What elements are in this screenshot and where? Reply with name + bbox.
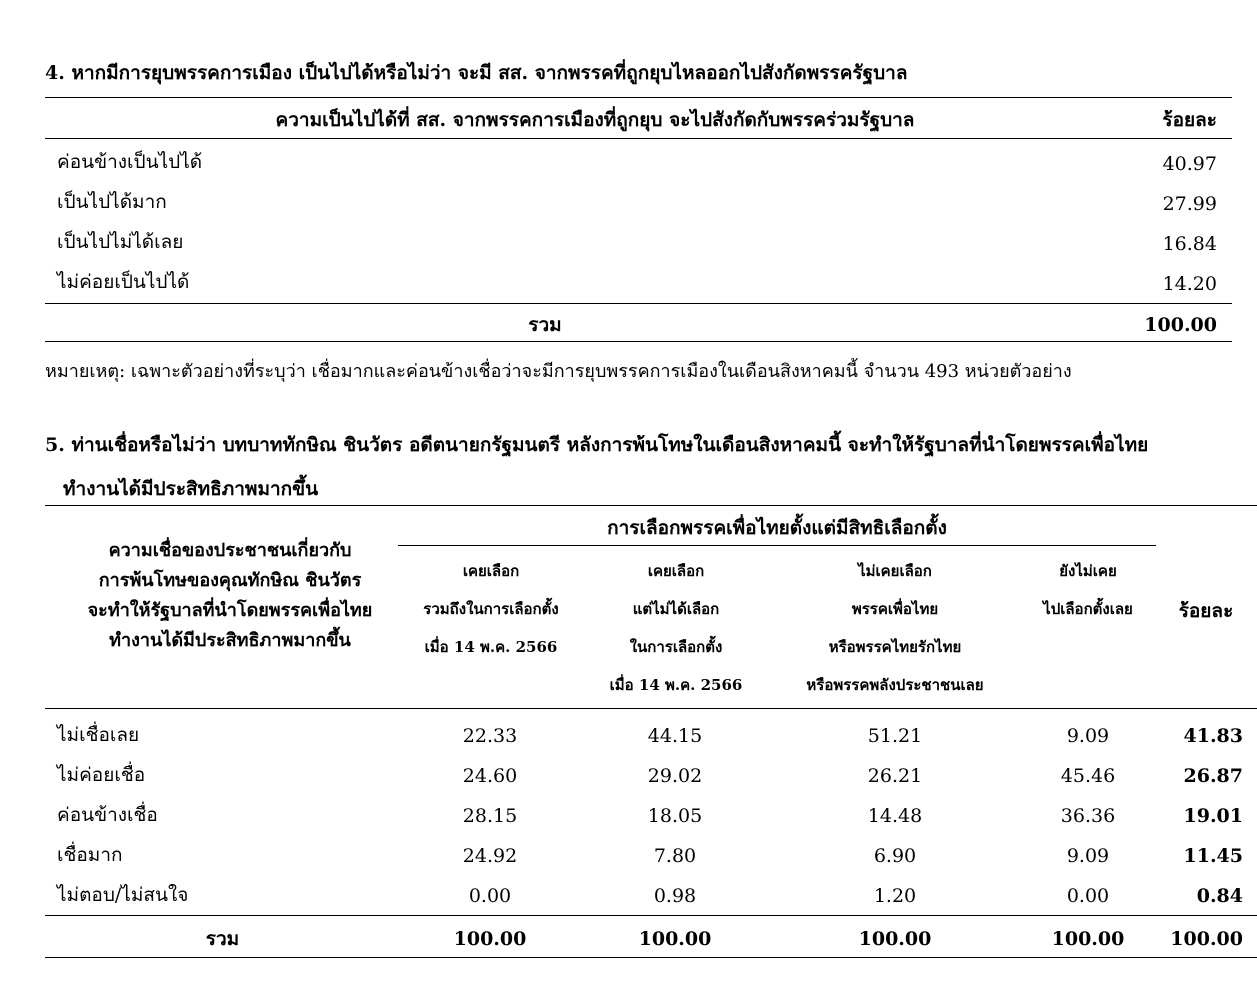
q4-total-value: 100.00 <box>1144 314 1217 336</box>
q5-row-header <box>60 536 400 656</box>
q5-cell: 26.21 <box>867 765 923 787</box>
q4-top-rule <box>45 97 1232 98</box>
q5-col-header-line: เมื่อ 14 พ.ค. 2566 <box>609 676 743 694</box>
q5-cell: 36.36 <box>1060 805 1116 827</box>
q5-cell: 0.98 <box>653 885 697 907</box>
q4-row-label: ค่อนข้างเป็นไปได้ <box>57 151 203 173</box>
q5-group-rule <box>398 545 1156 546</box>
q5-cell: 9.09 <box>1066 845 1110 867</box>
q4-row-label: เป็นไปได้มาก <box>57 191 167 213</box>
q5-total-cell: 100.00 <box>638 928 712 950</box>
q4-row-label: ไม่ค่อยเป็นไปได้ <box>57 271 190 293</box>
q4-bottom-rule <box>45 341 1232 342</box>
q5-col-header-3 <box>770 562 1020 714</box>
q4-total-rule <box>45 303 1232 304</box>
q5-pct-cell: 0.84 <box>1196 885 1243 907</box>
q5-total-rule <box>45 915 1257 916</box>
q5-header-rule <box>45 708 1257 709</box>
q5-cell: 24.60 <box>462 765 518 787</box>
q4-header-pct: ร้อยละ <box>1162 109 1217 131</box>
q5-cell: 14.48 <box>867 805 923 827</box>
q5-group-header: การเลือกพรรคเพื่อไทยตั้งแต่มีสิทธิเลือกตั้ง <box>607 517 947 539</box>
q5-title-line1: 5. ท่านเชื่อหรือไม่ว่า บทบาททักษิณ ชินวัตร อดีตนายกรัฐมนตรี หลังการพ้นโทษในเดือนสิงหาคมนี้ จะทำให้รัฐบาลที่นำโดยพรรคเพื่อไทย <box>45 434 1149 456</box>
q5-title-line2: ทำงานได้มีประสิทธิภาพมากขึ้น <box>63 478 319 500</box>
q5-bottom-rule <box>45 957 1257 958</box>
q5-pct-cell: 26.87 <box>1183 765 1243 787</box>
q5-cell: 22.33 <box>462 725 518 747</box>
q5-col-header-1 <box>405 562 577 676</box>
q5-col-header-line: แต่ไม่ได้เลือก <box>632 600 720 618</box>
q5-col-header-line: เคยเลือก <box>647 562 705 580</box>
q5-top-rule <box>45 505 1257 506</box>
q5-col-header-2 <box>590 562 762 714</box>
q5-cell: 45.46 <box>1060 765 1116 787</box>
q5-total-cell: 100.00 <box>1051 928 1125 950</box>
q5-pct-cell: 41.83 <box>1183 725 1243 747</box>
q5-cell: 0.00 <box>1066 885 1110 907</box>
q5-total-cell: 100.00 <box>858 928 932 950</box>
q5-col-header-line: หรือพรรคไทยรักไทย <box>828 638 962 656</box>
q5-col-header-line: พรรคเพื่อไทย <box>851 600 939 618</box>
q5-row-label: ไม่ค่อยเชื่อ <box>57 764 146 786</box>
q5-cell: 18.05 <box>647 805 703 827</box>
q4-header-label: ความเป็นไปได้ที่ สส. จากพรรคการเมืองที่ถูกยุบ จะไปสังกัดกับพรรคร่วมรัฐบาล <box>275 109 915 131</box>
q4-header-rule <box>45 138 1232 139</box>
q5-col-header-line: ยังไม่เคย <box>1059 562 1117 580</box>
q5-row-label: เชื่อมาก <box>57 844 123 866</box>
q5-col-header-line: ในการเลือกตั้ง <box>629 638 723 656</box>
q5-pct-header: ร้อยละ <box>1178 600 1234 622</box>
q5-cell: 6.90 <box>873 845 917 867</box>
q5-col-header-line: ไม่เคยเลือก <box>858 562 932 580</box>
q5-col-header-line: เคยเลือก <box>462 562 520 580</box>
q5-total-label: รวม <box>205 928 240 950</box>
q5-col-header-line: รวมถึงในการเลือกตั้ง <box>423 600 559 618</box>
q5-col-header-line: เมื่อ 14 พ.ค. 2566 <box>424 638 558 656</box>
q5-row-label: ไม่เชื่อเลย <box>57 724 140 746</box>
q5-cell: 0.00 <box>468 885 512 907</box>
q5-cell: 51.21 <box>867 725 923 747</box>
q5-col-header-4 <box>1025 562 1151 638</box>
q5-pct-cell: 19.01 <box>1183 805 1243 827</box>
q4-title: 4. หากมีการยุบพรรคการเมือง เป็นไปได้หรือไม่ว่า จะมี สส. จากพรรคที่ถูกยุบไหลออกไปสังกัดพรรครัฐบาล <box>45 62 908 84</box>
q5-col-header-line: หรือพรรคพลังประชาชนเลย <box>806 676 984 694</box>
q5-total-pct: 100.00 <box>1170 928 1243 950</box>
q5-row-label: ค่อนข้างเชื่อ <box>57 804 158 826</box>
q4-row-label: เป็นไปไม่ได้เลย <box>57 231 184 253</box>
q5-row-label: ไม่ตอบ/ไม่สนใจ <box>57 884 189 906</box>
q5-total-cell: 100.00 <box>453 928 527 950</box>
q5-cell: 7.80 <box>653 845 697 867</box>
q5-col-header-line: ไปเลือกตั้งเลย <box>1043 600 1133 618</box>
q5-pct-cell: 11.45 <box>1183 845 1243 867</box>
q4-row-value: 14.20 <box>1162 273 1217 295</box>
q5-cell: 1.20 <box>873 885 917 907</box>
q5-row-header-line: ความเชื่อของประชาชนเกี่ยวกับ <box>108 540 352 561</box>
q5-row-header-line: จะทำให้รัฐบาลที่นำโดยพรรคเพื่อไทย <box>87 600 373 621</box>
q5-row-header-line: ทำงานได้มีประสิทธิภาพมากขึ้น <box>109 630 351 651</box>
q4-total-label: รวม <box>528 314 562 336</box>
q5-cell: 29.02 <box>647 765 703 787</box>
q4-row-value: 16.84 <box>1162 233 1217 255</box>
q5-cell: 9.09 <box>1066 725 1110 747</box>
q4-note: หมายเหตุ: เฉพาะตัวอย่างที่ระบุว่า เชื่อมากและค่อนข้างเชื่อว่าจะมีการยุบพรรคการเมืองในเดือนสิงหาคมนี้ จำนวน 493 หน่วยตัวอย่าง <box>45 361 1072 382</box>
q4-row-value: 27.99 <box>1162 193 1217 215</box>
q4-row-value: 40.97 <box>1162 153 1217 175</box>
q5-row-header-line: การพ้นโทษของคุณทักษิณ ชินวัตร <box>98 570 362 591</box>
q5-cell: 28.15 <box>462 805 518 827</box>
q5-cell: 24.92 <box>462 845 518 867</box>
q5-cell: 44.15 <box>647 725 703 747</box>
